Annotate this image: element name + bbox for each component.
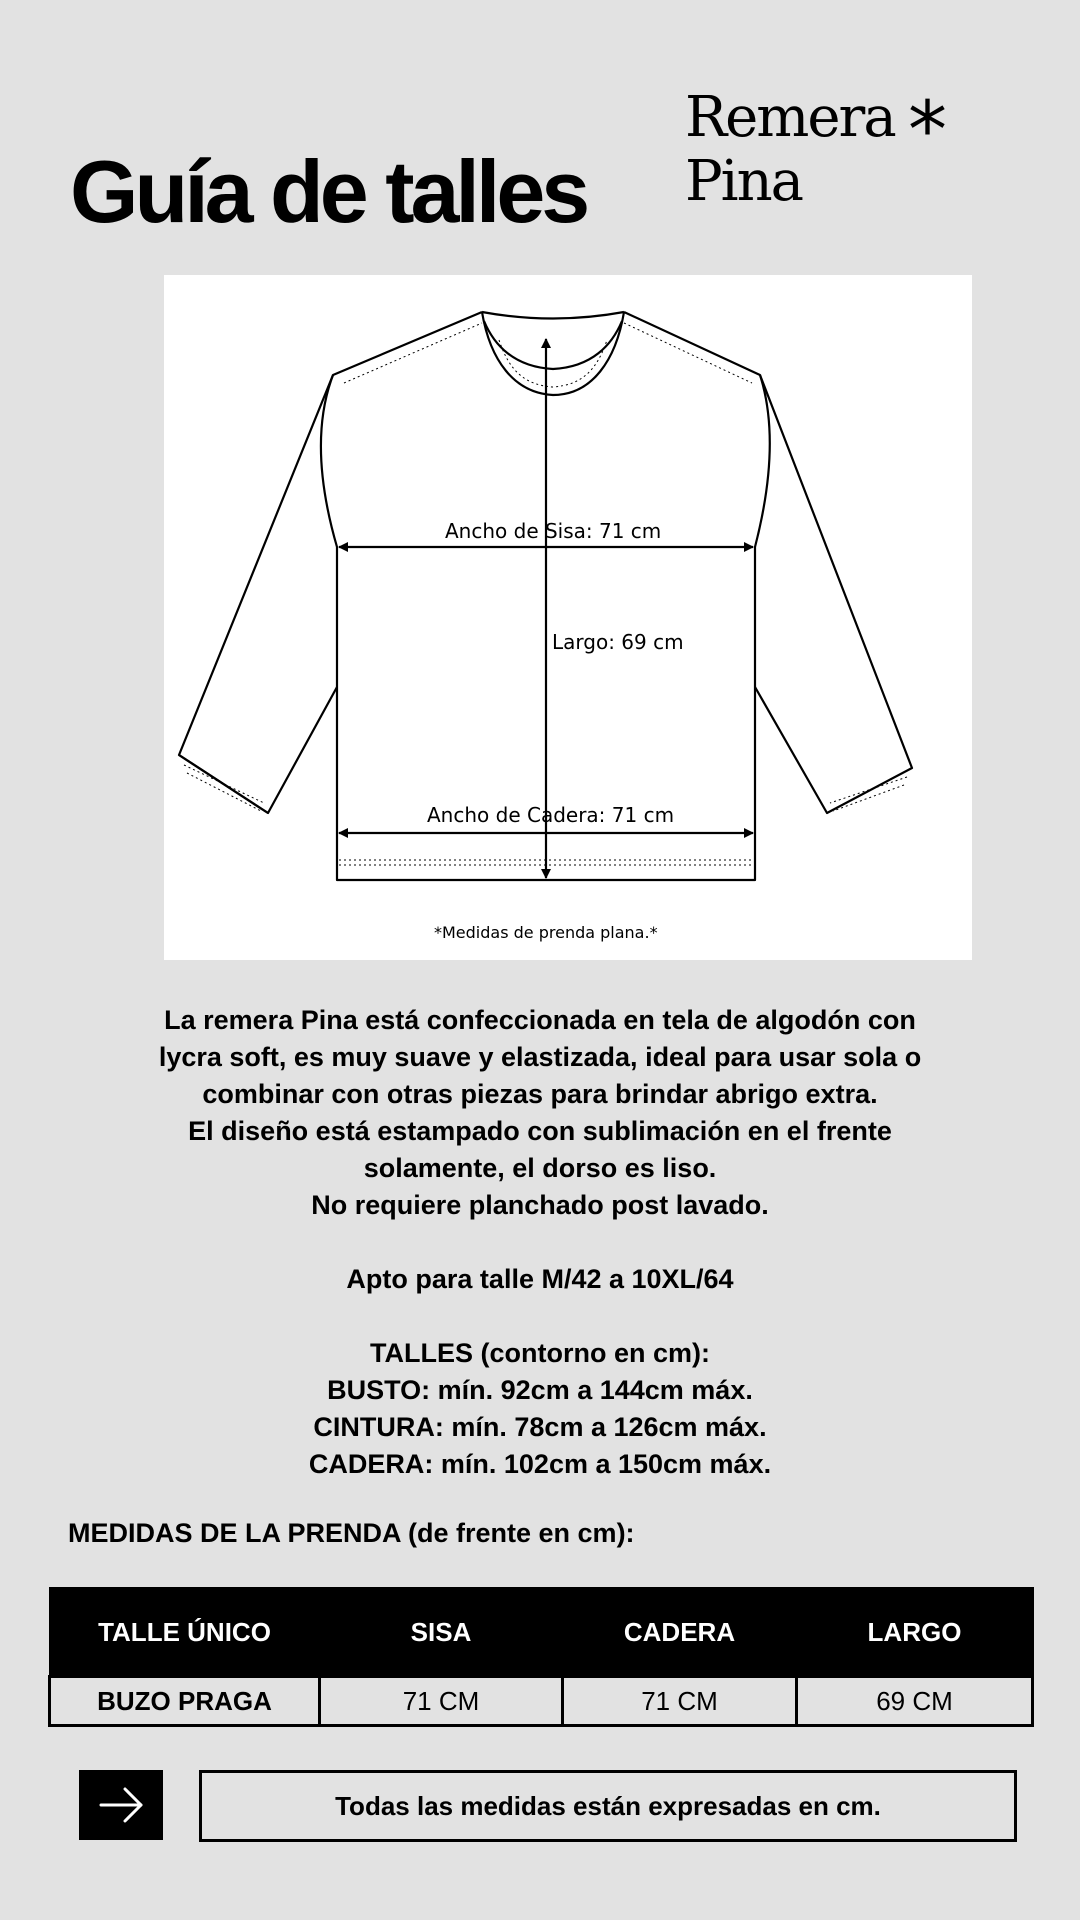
column-header: CADERA [563, 1588, 797, 1677]
table-cell-model: BUZO PRAGA [50, 1677, 320, 1726]
table-cell-sisa: 71 CM [320, 1677, 563, 1726]
column-header: TALLE ÚNICO [50, 1588, 320, 1677]
next-arrow-button[interactable] [79, 1770, 163, 1840]
description-line: El diseño está estampado con sublimación en el frente [188, 1116, 892, 1146]
measurements-table [48, 1587, 1034, 1727]
armpit-width-label: Ancho de Sisa: 71 cm [445, 519, 662, 543]
spacer [60, 1298, 1020, 1335]
page-title: Guía de talles [70, 142, 587, 241]
table-header-row [50, 1588, 1033, 1677]
waist-range: CINTURA: mín. 78cm a 126cm máx. [313, 1412, 767, 1442]
product-name-line1: Remera [685, 85, 895, 150]
description-line: combinar con otras piezas para brindar abrigo extra. [202, 1079, 878, 1109]
spacer [60, 1224, 1020, 1261]
flat-measure-note: *Medidas de prenda plana.* [434, 923, 658, 942]
description-line: No requiere planchado post lavado. [311, 1190, 769, 1220]
description-line: solamente, el dorso es liso. [363, 1153, 717, 1183]
length-label: Largo: 69 cm [552, 630, 684, 654]
product-description [60, 1002, 1020, 1483]
description-line: La remera Pina está confeccionada en tela de algodón con [164, 1005, 916, 1035]
units-note: Todas las medidas están expresadas en cm. [199, 1770, 1017, 1842]
long-sleeve-shirt-icon [164, 275, 972, 960]
product-name [685, 86, 895, 214]
sizes-title: TALLES (contorno en cm): [370, 1338, 710, 1368]
fit-range: Apto para talle M/42 a 10XL/64 [346, 1264, 734, 1294]
table-row [50, 1677, 1033, 1726]
column-header: LARGO [797, 1588, 1033, 1677]
table-cell-cadera: 71 CM [563, 1677, 797, 1726]
table-cell-largo: 69 CM [797, 1677, 1033, 1726]
product-name-line2: Pina [685, 149, 803, 214]
bust-range: BUSTO: mín. 92cm a 144cm máx. [327, 1375, 753, 1405]
hip-range: CADERA: mín. 102cm a 150cm máx. [308, 1449, 772, 1479]
column-header: SISA [320, 1588, 563, 1677]
measurements-heading: MEDIDAS DE LA PRENDA (de frente en cm): [68, 1518, 635, 1548]
asterisk-icon: * [908, 86, 947, 176]
garment-diagram [164, 275, 972, 960]
description-line: lycra soft, es muy suave y elastizada, ideal para usar sola o [158, 1042, 922, 1072]
arrow-right-icon [79, 1770, 163, 1840]
hip-width-label: Ancho de Cadera: 71 cm [427, 803, 675, 827]
